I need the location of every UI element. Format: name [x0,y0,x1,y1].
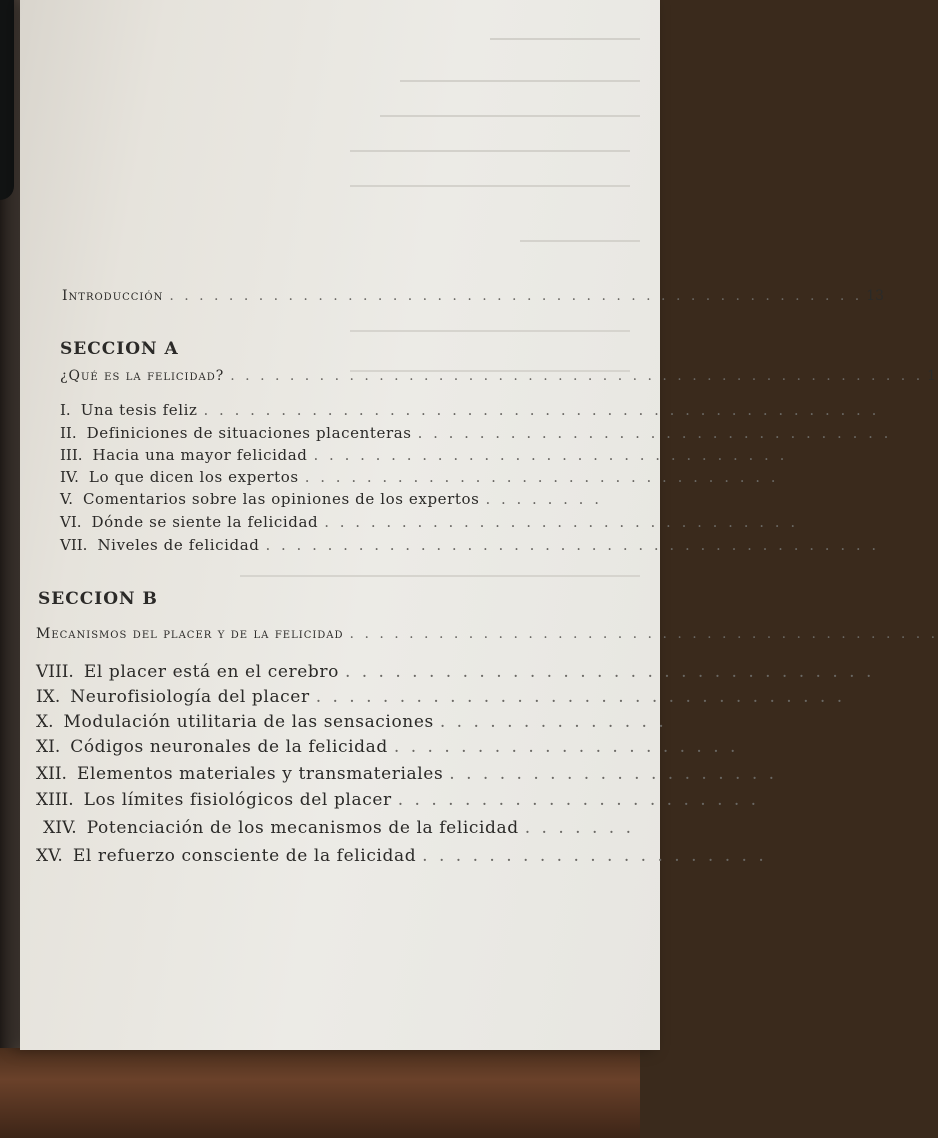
toc-entry [36,737,739,757]
chapter-number: VII. [60,536,88,554]
toc-entry [36,712,667,732]
chapter-number: III. [60,446,83,464]
chapter-number: V. [60,490,73,508]
toc-entry-intro [62,288,885,304]
dot-leader: . . . . . . . [524,818,634,838]
dot-leader: . . . . . . . . . . . . . . . . . . . . . . . . . . . . . . . . [344,662,875,682]
section-a-heading: SECCION A [60,339,179,359]
chapter-number: VIII. [36,662,74,682]
chapter-number: XI. [36,737,61,757]
dot-leader: . . . . . . . . . . . . . . . . . . . . . . [397,790,760,810]
toc-entry [60,513,799,531]
chapter-title: El refuerzo consciente de la felicidad [72,846,417,866]
dot-leader: . . . . . . . . . . . . . . . . . . . . . . . . . . . . . . . . . . . . . . . . . . . . . . . [169,288,863,304]
dot-leader: . . . . . . . . . . . . . . . . . . . . . [393,737,739,757]
toc-entry [36,687,846,707]
dot-leader: . . . . . . . . . . . . . . . . . . . . . . . . . . . . . . . . . . . . . . . . . . . . [203,401,880,419]
chapter-number: XII. [36,764,67,784]
chapter-title: Niveles de felicidad [97,536,260,554]
chapter-number: IV. [60,468,79,486]
chapter-title: Elementos materiales y transmateriales [76,764,444,784]
chapter-number: II. [60,424,77,442]
chapter-number: VI. [60,513,82,531]
toc-entry [60,536,880,554]
toc-entry [60,424,892,442]
toc-entry [60,468,779,486]
chapter-title: Definiciones de situaciones placenteras [86,424,412,442]
toc-entry [36,846,767,866]
chapter-number: XIII. [36,790,74,810]
dot-leader: . . . . . . . . . . . . . . [439,712,667,732]
page-number: 13 [866,288,885,304]
toc-entry-section-a-subheading [60,368,937,384]
dot-leader: . . . . . . . . . . . . . . . . . . . . . . . . . . . . . . . . . . . . . . . . [265,536,880,554]
dot-leader: . . . . . . . . . . . . . . . . . . . . . . . . . . . . . . . . . . . . . . . . . . . . . . . [230,368,924,384]
entry-title: Mecanismos del placer y de la felicidad [36,626,344,642]
chapter-title: Una tesis feliz [80,401,198,419]
chapter-title: Lo que dicen los expertos [88,468,299,486]
toc-entry [60,490,600,508]
dot-leader: . . . . . . . . . . . . . . . . . . . . [449,764,778,784]
section-b-heading: SECCION B [38,589,158,609]
chapter-title: Comentarios sobre las opiniones de los expertos [82,490,480,508]
chapter-number: IX. [36,687,61,707]
toc-entry-section-b-subheading [36,626,938,642]
chapter-number: I. [60,401,71,419]
toc-entry [60,401,880,419]
entry-title: Introducción [62,288,164,304]
dot-leader: . . . . . . . . . . . . . . . . . . . . . . . . . . . . . . . [313,446,788,464]
wooden-table-surface [0,1048,640,1138]
toc-entry [60,446,788,464]
chapter-title: Potenciación de los mecanismos de la felicidad [86,818,519,838]
dot-leader: . . . . . . . . . . . . . . . . . . . . . . . . . . . . . . . . . . . . . . . . [349,626,938,642]
chapter-number: XIV. [43,818,77,838]
dot-leader: . . . . . . . . [485,490,602,508]
dot-leader: . . . . . . . . . . . . . . . . . . . . . [422,846,767,866]
toc-entry [36,818,634,838]
toc-entry [36,764,778,784]
chapter-title: El placer está en el cerebro [83,662,339,682]
chapter-number: XV. [36,846,63,866]
chapter-title: Hacia una mayor felicidad [92,446,308,464]
toc-entry [36,662,875,682]
chapter-number: X. [36,712,54,732]
dot-leader: . . . . . . . . . . . . . . . . . . . . . . . . . . . . . . . [417,424,892,442]
chapter-title: Dónde se siente la felicidad [91,513,319,531]
dot-leader: . . . . . . . . . . . . . . . . . . . . . . . . . . . . . . . [304,468,779,486]
entry-title: ¿Qué es la felicidad? [60,368,225,384]
dot-leader: . . . . . . . . . . . . . . . . . . . . . . . . . . . . . . . . [315,687,846,707]
chapter-title: Neurofisiología del placer [70,687,310,707]
chapter-title: Códigos neuronales de la felicidad [70,737,388,757]
dot-leader: . . . . . . . . . . . . . . . . . . . . . . . . . . . . . . . [324,513,799,531]
toc-entry [36,790,760,810]
chapter-title: Los límites fisiológicos del placer [83,790,392,810]
page-number: 1 [927,368,937,384]
chapter-title: Modulación utilitaria de las sensaciones [63,712,434,732]
